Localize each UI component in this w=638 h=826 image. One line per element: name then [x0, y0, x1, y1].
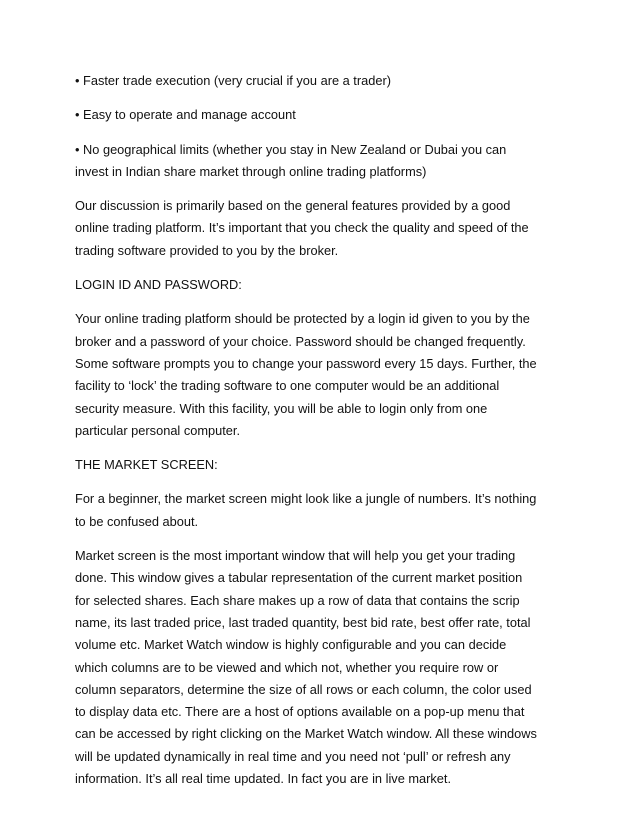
text-line: for selected shares. Each share makes up a row of data that contains the scrip — [75, 592, 520, 608]
text-line: Our discussion is primarily based on the general features provided by a good — [75, 198, 511, 214]
text-line: done. This window gives a tabular representation of the current market position — [75, 570, 523, 586]
text-line: For a beginner, the market screen might look like a jungle of numbers. It’s nothing — [75, 491, 537, 507]
text-line: name, its last traded price, last traded quantity, best bid rate, best offer rate, total — [75, 614, 531, 630]
heading-text: THE MARKET SCREEN: — [75, 457, 218, 473]
text-line: to be confused about. — [75, 513, 199, 529]
text-line: Your online trading platform should be protected by a login id given to you by the — [75, 311, 530, 327]
text-line: invest in Indian share market through online trading platforms) — [75, 163, 427, 179]
paragraph-discussion — [75, 195, 575, 262]
text-line: volume etc. Market Watch window is highly configurable and you can decide — [75, 637, 507, 653]
heading-login-password — [75, 274, 575, 296]
paragraph-login — [75, 308, 575, 442]
paragraph-market-beginner — [75, 488, 575, 533]
document-page — [75, 70, 575, 802]
text-line: online trading platform. It’s important that you check the quality and speed of the — [75, 220, 529, 236]
text-line: will be updated dynamically in real time and you need not ‘pull’ or refresh any — [75, 748, 511, 764]
text-line: Market screen is the most important window that will help you get your trading — [75, 548, 516, 564]
text-line: information. It’s all real time updated. In fact you are in live market. — [75, 771, 452, 787]
heading-market-screen — [75, 454, 575, 476]
text-line: broker and a password of your choice. Password should be changed frequently. — [75, 333, 526, 349]
text-line: which columns are to be viewed and which not, whether you require row or — [75, 659, 499, 675]
heading-text: LOGIN ID AND PASSWORD: — [75, 277, 242, 293]
text-line: trading software provided to you by the broker. — [75, 242, 339, 258]
text-line: • Easy to operate and manage account — [75, 107, 296, 123]
text-line: facility to ‘lock’ the trading software to one computer would be an additional — [75, 378, 500, 394]
text-line: • Faster trade execution (very crucial if you are a trader) — [75, 73, 391, 88]
text-line: particular personal computer. — [75, 422, 241, 438]
text-line: can be accessed by right clicking on the Market Watch window. All these windows — [75, 726, 537, 742]
text-line: to display data etc. There are a host of options available on a pop-up menu that — [75, 704, 525, 720]
bullet-easy-operate — [75, 104, 575, 126]
paragraph-market-window — [75, 545, 575, 790]
bullet-faster-execution — [75, 70, 575, 92]
text-line: column separators, determine the size of all rows or each column, the color used — [75, 681, 532, 697]
text-line: • No geographical limits (whether you stay in New Zealand or Dubai you can — [75, 141, 507, 157]
text-line: Some software prompts you to change your password every 15 days. Further, the — [75, 355, 537, 371]
bullet-no-geo-limits — [75, 139, 575, 184]
text-line: security measure. With this facility, you will be able to login only from one — [75, 400, 488, 416]
